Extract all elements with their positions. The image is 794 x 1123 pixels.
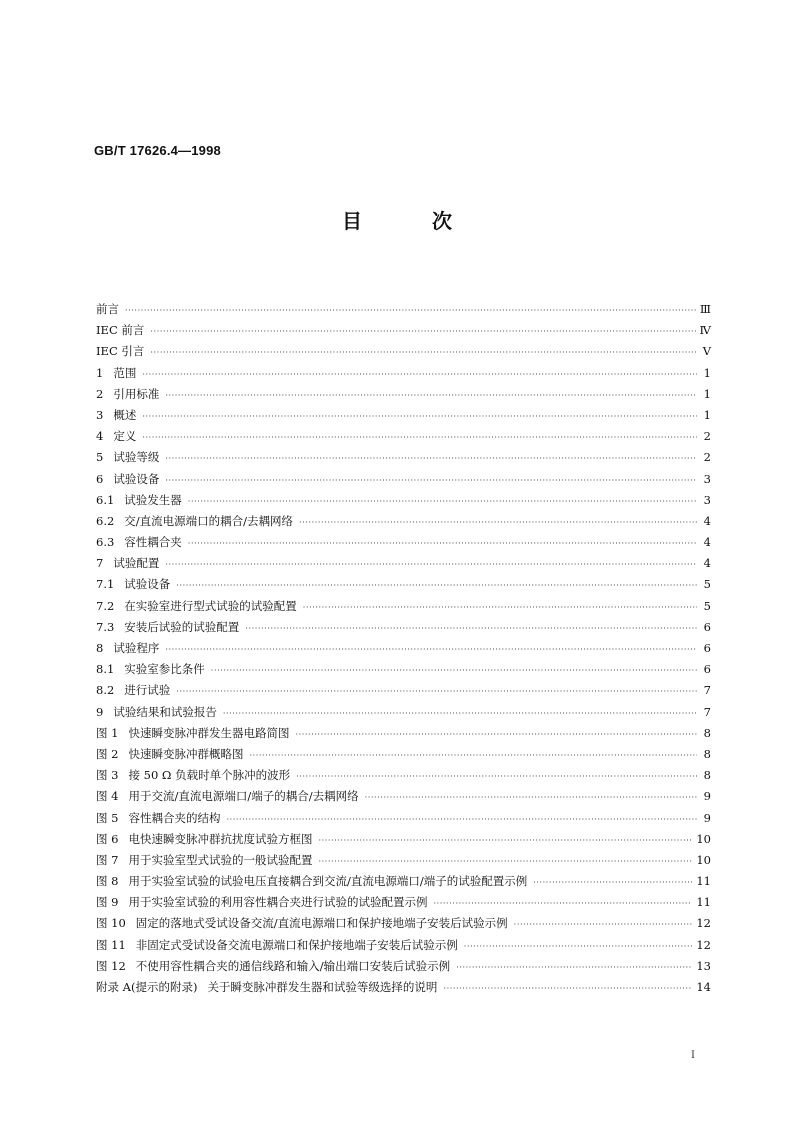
toc-entry-label-group xyxy=(96,511,293,532)
toc-entry-title: 试验程序 xyxy=(113,641,160,655)
toc-leader-dots xyxy=(296,766,697,787)
toc-leader-dots xyxy=(165,639,697,660)
toc-entry-label-group xyxy=(96,913,508,934)
toc-entry-label-group xyxy=(96,977,437,998)
toc-entry-label-group xyxy=(96,680,170,701)
toc-entry-number: 图 12 xyxy=(96,958,126,973)
toc-entry-title: 安装后试验的试验配置 xyxy=(124,619,240,634)
toc-entry-number: 6.2 xyxy=(96,513,115,528)
toc-leader-dots xyxy=(464,936,693,957)
toc-leader-dots xyxy=(142,427,697,448)
toc-entry-title: 试验配置 xyxy=(113,556,160,571)
toc-entry-number: 图 6 xyxy=(96,831,119,846)
toc-entry[interactable] xyxy=(96,511,711,532)
toc-entry-page: Ⅲ xyxy=(699,302,711,316)
toc-entry[interactable] xyxy=(96,723,711,744)
title-char-left: 目 xyxy=(342,209,362,233)
toc-leader-dots xyxy=(318,851,692,872)
toc-entry[interactable] xyxy=(96,596,711,617)
toc-entry[interactable] xyxy=(96,744,711,765)
toc-leader-dots xyxy=(165,470,697,491)
toc-entry-number: 7 xyxy=(96,556,104,571)
toc-leader-dots xyxy=(245,618,697,639)
toc-entry-label-group xyxy=(96,363,136,384)
toc-entry-page: 8 xyxy=(703,725,711,740)
toc-entry-title: 固定的落地式受试设备交流/直流电源端口和保护接地端子安装后试验示例 xyxy=(135,916,508,931)
toc-entry-number: 8 xyxy=(96,641,104,655)
toc-entry[interactable] xyxy=(96,680,711,701)
toc-entry-title: 试验发生器 xyxy=(124,492,182,507)
toc-entry-page: 5 xyxy=(703,598,711,613)
toc-entry-title: 关于瞬变脉冲群发生器和试验等级选择的说明 xyxy=(207,980,438,994)
toc-entry-label-group xyxy=(96,532,182,553)
toc-entry-label-group xyxy=(96,956,450,977)
toc-entry[interactable] xyxy=(96,892,711,913)
toc-entry-title: 容性耦合夹 xyxy=(124,535,182,550)
toc-leader-dots xyxy=(299,512,697,533)
toc-entry-title: 交/直流电源端口的耦合/去耦网络 xyxy=(124,513,294,528)
toc-entry-page: 10 xyxy=(696,852,711,867)
toc-entry-number: 7.3 xyxy=(96,619,115,634)
toc-entry[interactable] xyxy=(96,405,711,426)
toc-leader-dots xyxy=(165,554,697,575)
toc-entry-label-group xyxy=(96,299,119,320)
toc-entry-number: 图 8 xyxy=(96,874,119,889)
toc-entry-page: Ⅳ xyxy=(699,323,711,338)
toc-entry-title: 引用标准 xyxy=(113,386,160,401)
page-title xyxy=(0,205,794,234)
toc-entry-number: 图 1 xyxy=(96,725,119,740)
toc-entry-label-group xyxy=(96,617,239,638)
toc-entry-page: 8 xyxy=(703,746,711,761)
toc-entry-page: 1 xyxy=(703,365,711,380)
toc-entry-label-group xyxy=(96,320,144,341)
toc-entry-number: 7.1 xyxy=(96,577,115,592)
toc-entry-label-group xyxy=(96,744,243,765)
toc-leader-dots xyxy=(165,448,697,469)
toc-entry-label-group xyxy=(96,426,136,447)
toc-entry[interactable] xyxy=(96,320,711,341)
toc-entry-title: 试验设备 xyxy=(124,577,171,592)
toc-entry-page: 4 xyxy=(703,535,711,550)
toc-entry-label-group xyxy=(96,574,170,595)
toc-leader-dots xyxy=(176,575,697,596)
toc-entry-title: 容性耦合夹的结构 xyxy=(128,810,221,825)
toc-entry-label-group xyxy=(96,405,136,426)
toc-entry-label-group xyxy=(96,850,312,871)
toc-entry-label-group xyxy=(96,935,458,956)
toc-entry[interactable] xyxy=(96,956,711,977)
table-of-contents xyxy=(96,299,711,998)
toc-entry[interactable] xyxy=(96,871,711,892)
toc-entry-page: 11 xyxy=(696,874,711,889)
toc-entry-title: 用于实验室试验的试验电压直接耦合到交流/直流电源端口/端子的试验配置示例 xyxy=(128,874,528,889)
toc-entry[interactable] xyxy=(96,574,711,595)
toc-leader-dots xyxy=(365,787,697,808)
toc-entry-title: 电快速瞬变脉冲群抗扰度试验方框图 xyxy=(128,831,313,846)
toc-entry-label-group xyxy=(96,638,159,659)
toc-entry-number: 4 xyxy=(96,429,104,444)
toc-leader-dots xyxy=(533,872,692,893)
toc-leader-dots xyxy=(226,809,697,830)
toc-entry-label-group xyxy=(96,490,182,511)
toc-entry-number: 7.2 xyxy=(96,598,115,613)
title-char-right: 次 xyxy=(432,209,452,233)
toc-entry-page: 4 xyxy=(703,513,711,528)
toc-entry-page: 2 xyxy=(703,450,711,465)
toc-entry-page: 12 xyxy=(696,916,711,931)
toc-entry-title: 试验设备 xyxy=(113,471,160,486)
toc-leader-dots xyxy=(188,533,697,554)
toc-entry-title: 前言 xyxy=(96,302,119,316)
toc-entry-page: 1 xyxy=(703,386,711,401)
toc-entry-label-group xyxy=(96,786,359,807)
toc-entry-title: 快速瞬变脉冲群概略图 xyxy=(128,746,244,761)
toc-entry-page: 10 xyxy=(696,831,711,846)
toc-entry-page: 8 xyxy=(703,768,711,783)
toc-entry[interactable] xyxy=(96,702,711,723)
toc-entry-title: 接 50 Ω 负载时单个脉冲的波形 xyxy=(128,768,291,783)
toc-entry[interactable] xyxy=(96,447,711,468)
toc-leader-dots xyxy=(295,724,697,745)
toc-entry-number: 2 xyxy=(96,386,104,401)
toc-entry-label-group xyxy=(96,596,297,617)
standard-code: GB/T 17626.4—1998 xyxy=(94,143,221,158)
toc-entry-number: 6 xyxy=(96,471,104,486)
toc-entry-page: 6 xyxy=(703,619,711,634)
toc-entry-title: 在实验室进行型式试验的试验配置 xyxy=(124,598,297,613)
toc-entry-label-group xyxy=(96,553,159,574)
toc-entry-page: 2 xyxy=(703,429,711,444)
toc-entry-title: IEC 引言 xyxy=(96,344,145,359)
toc-entry[interactable] xyxy=(96,850,711,871)
toc-entry-label-group xyxy=(96,469,159,490)
toc-entry-title: 用于实验室型式试验的一般试验配置 xyxy=(128,852,313,867)
toc-entry[interactable] xyxy=(96,384,711,405)
toc-entry[interactable] xyxy=(96,490,711,511)
toc-entry-page: 9 xyxy=(703,810,711,825)
toc-entry-page: 3 xyxy=(703,492,711,507)
toc-entry[interactable] xyxy=(96,659,711,680)
toc-entry-number: 5 xyxy=(96,450,104,465)
toc-leader-dots xyxy=(249,745,697,766)
toc-entry-page: 7 xyxy=(703,683,711,698)
toc-entry[interactable] xyxy=(96,299,711,320)
toc-entry[interactable] xyxy=(96,786,711,807)
toc-entry-title: 进行试验 xyxy=(124,683,171,698)
toc-leader-dots xyxy=(303,597,697,618)
toc-entry-title: 不使用容性耦合夹的通信线路和输入/输出端口安装后试验示例 xyxy=(135,958,451,973)
toc-entry-title: IEC 前言 xyxy=(96,323,145,338)
toc-entry-page: Ⅴ xyxy=(702,344,711,359)
toc-entry[interactable] xyxy=(96,341,711,362)
toc-entry[interactable] xyxy=(96,553,711,574)
toc-entry[interactable] xyxy=(96,765,711,786)
toc-entry-page: 3 xyxy=(703,471,711,486)
toc-entry[interactable] xyxy=(96,532,711,553)
toc-entry-number: 图 5 xyxy=(96,810,119,825)
toc-entry[interactable] xyxy=(96,469,711,490)
toc-entry-page: 7 xyxy=(703,704,711,719)
toc-entry-number: 8.2 xyxy=(96,683,115,698)
toc-entry-page: 6 xyxy=(703,662,711,677)
toc-entry-title: 用于交流/直流电源端口/端子的耦合/去耦网络 xyxy=(128,789,359,804)
toc-entry-label-group xyxy=(96,384,159,405)
toc-entry-title: 试验等级 xyxy=(113,450,160,465)
toc-entry-label-group xyxy=(96,892,427,913)
toc-entry-number: 图 2 xyxy=(96,746,119,761)
toc-leader-dots xyxy=(514,914,693,935)
toc-entry-number: 3 xyxy=(96,407,104,422)
toc-entry[interactable] xyxy=(96,808,711,829)
toc-entry-number: 9 xyxy=(96,704,104,719)
toc-entry-label-group xyxy=(96,765,290,786)
toc-entry-title: 概述 xyxy=(113,407,137,422)
toc-entry-title: 非固定式受试设备交流电源端口和保护接地端子安装后试验示例 xyxy=(135,937,458,952)
toc-entry-page: 13 xyxy=(696,958,711,973)
toc-entry-label-group xyxy=(96,702,217,723)
toc-entry-label-group xyxy=(96,808,220,829)
toc-entry[interactable] xyxy=(96,617,711,638)
toc-entry-number: 8.1 xyxy=(96,662,115,677)
toc-entry-label-group xyxy=(96,871,527,892)
toc-entry-number: 图 10 xyxy=(96,916,126,931)
toc-entry-label-group xyxy=(96,447,159,468)
toc-entry-label-group xyxy=(96,341,144,362)
toc-entry[interactable] xyxy=(96,829,711,850)
toc-entry-number: 1 xyxy=(96,365,104,380)
toc-leader-dots xyxy=(188,491,697,512)
toc-entry-number: 图 11 xyxy=(96,937,126,952)
toc-entry-number: 6.3 xyxy=(96,535,115,550)
toc-leader-dots xyxy=(433,893,692,914)
toc-entry-number: 图 3 xyxy=(96,768,119,783)
toc-entry-title: 范围 xyxy=(113,365,137,380)
toc-entry-title: 试验结果和试验报告 xyxy=(113,704,217,719)
toc-entry-page: 6 xyxy=(703,641,711,655)
toc-entry-label-group xyxy=(96,829,312,850)
toc-leader-dots xyxy=(456,957,692,978)
toc-entry[interactable] xyxy=(96,426,711,447)
toc-entry-number: 图 7 xyxy=(96,852,119,867)
toc-entry-page: 5 xyxy=(703,577,711,592)
toc-entry[interactable] xyxy=(96,935,711,956)
toc-entry-label-group xyxy=(96,723,289,744)
toc-entry-label-group xyxy=(96,659,205,680)
toc-entry-number: 6.1 xyxy=(96,492,115,507)
toc-leader-dots xyxy=(223,703,697,724)
toc-leader-dots xyxy=(142,364,697,385)
toc-entry-page: 4 xyxy=(703,556,711,571)
toc-leader-dots xyxy=(125,300,696,321)
toc-entry-page: 11 xyxy=(696,895,711,910)
toc-entry[interactable] xyxy=(96,638,711,659)
toc-entry[interactable] xyxy=(96,977,711,998)
toc-leader-dots xyxy=(318,830,692,851)
toc-entry-page: 12 xyxy=(696,937,711,952)
toc-leader-dots xyxy=(165,385,697,406)
page-number: I xyxy=(691,1050,695,1061)
toc-entry[interactable] xyxy=(96,363,711,384)
toc-entry-page: 14 xyxy=(696,980,711,994)
toc-entry-number: 图 9 xyxy=(96,895,119,910)
toc-entry-page: 1 xyxy=(703,407,711,422)
toc-leader-dots xyxy=(176,681,697,702)
toc-leader-dots xyxy=(211,660,697,681)
toc-entry[interactable] xyxy=(96,913,711,934)
toc-leader-dots xyxy=(443,978,692,999)
toc-entry-title: 快速瞬变脉冲群发生器电路简图 xyxy=(128,725,290,740)
toc-entry-title: 定义 xyxy=(113,429,137,444)
toc-entry-number: 图 4 xyxy=(96,789,119,804)
toc-entry-title: 用于实验室试验的利用容性耦合夹进行试验的试验配置示例 xyxy=(128,895,428,910)
toc-entry-number: 附录 A(提示的附录) xyxy=(96,980,198,994)
toc-leader-dots xyxy=(150,321,695,342)
toc-entry-title: 实验室参比条件 xyxy=(124,662,205,677)
toc-leader-dots xyxy=(150,342,697,363)
toc-leader-dots xyxy=(142,406,697,427)
toc-entry-page: 9 xyxy=(703,789,711,804)
